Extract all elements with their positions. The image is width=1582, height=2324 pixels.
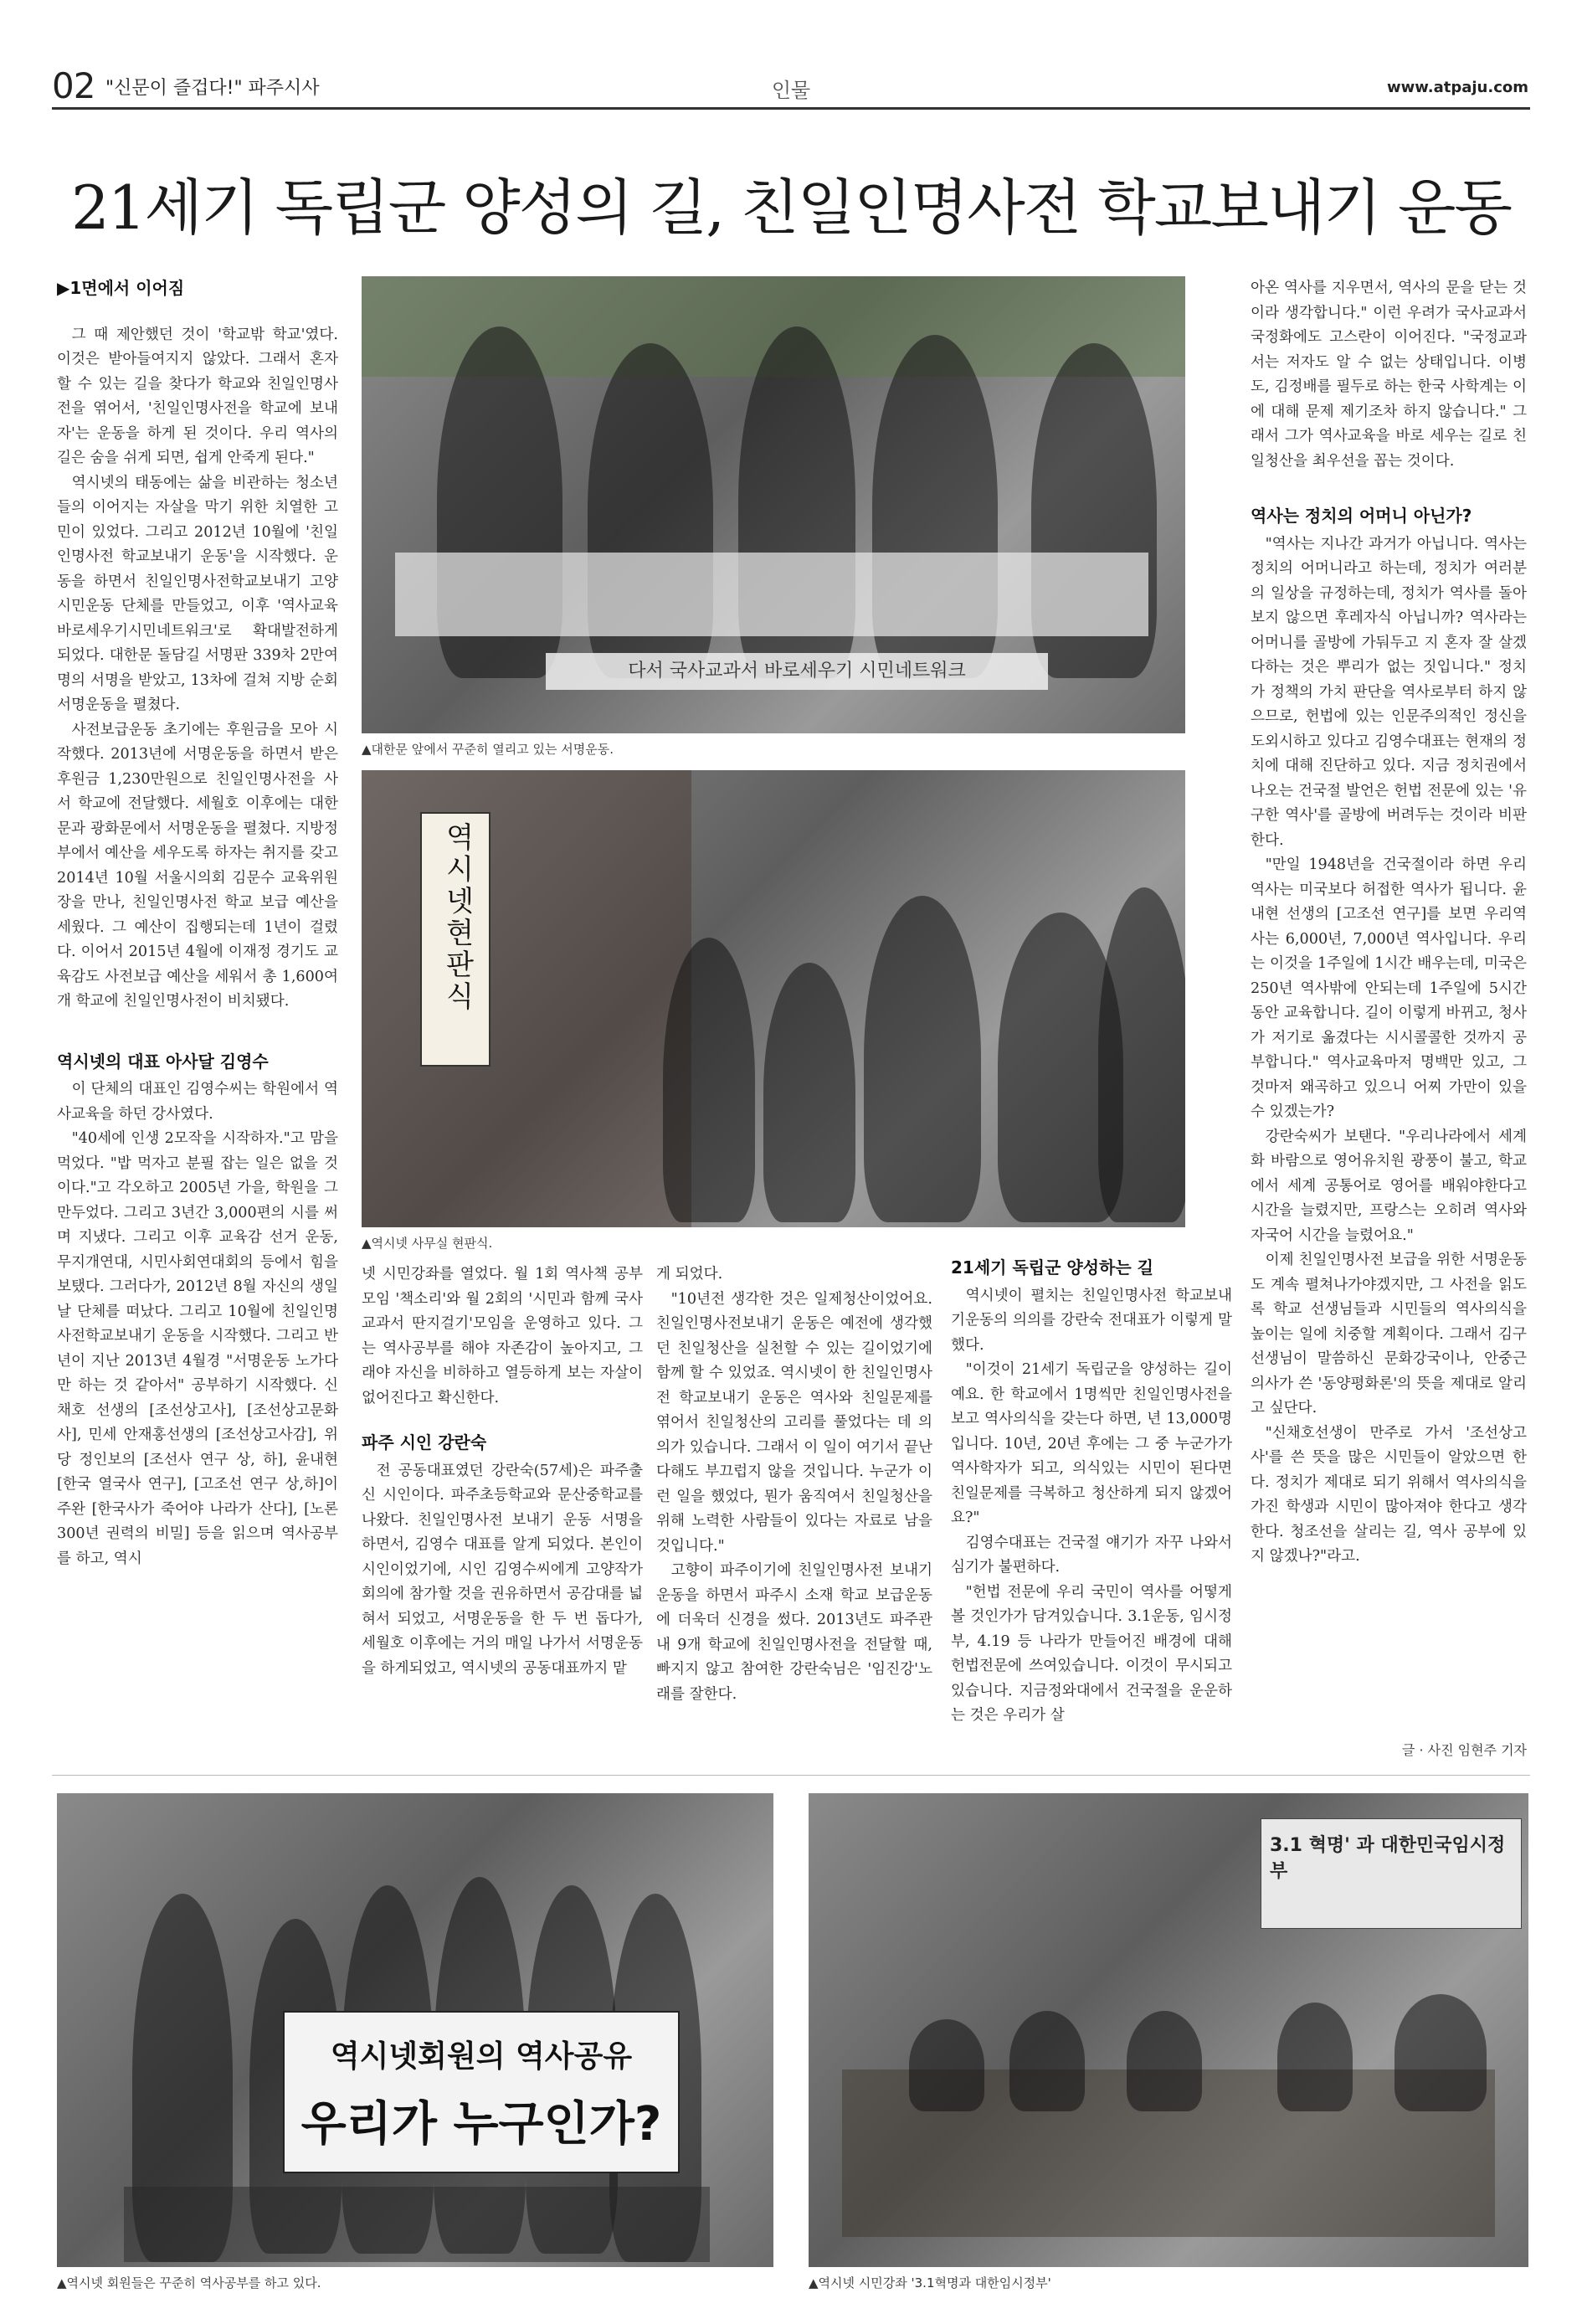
paragraph: 역시넷이 펼치는 친일인명사전 학교보내기운동의 의의를 강란숙 전대표가 이렇게 말했다. bbox=[951, 1287, 1232, 1354]
site-url[interactable]: www.atpaju.com bbox=[1387, 79, 1528, 96]
subheading: 파주 시인 강란숙 bbox=[362, 1432, 487, 1452]
photo-signature-campaign bbox=[362, 276, 1185, 733]
article-column-1 bbox=[57, 276, 338, 1571]
paragraph: 전 공동대표였던 강란숙(57세)은 파주출신 시인이다. 파주초등학교와 문산중학교를 나왔다. 친일인명사전 보내기 운동 서명을 하면서, 김영수 대표를 알게 되었다. 본인이 시인이었기에, 시인 김영수씨에게 고양작가회의에 참가할 것을 권유하면서 공감대를 넓혀서 되었고, 서명운동을 한 두 번 돕다가, 세월호 이후에는 거의 매일 나가서 서명운동을 하게되었고, 역시넷의 공동대표까지 맡 bbox=[362, 1462, 643, 1677]
continued-marker: ▶1면에서 이어짐 bbox=[57, 278, 185, 298]
members-banner: 역시넷회원의 역사공유 우리가 누구인가? bbox=[283, 2011, 680, 2173]
page-number: 02 bbox=[52, 65, 95, 106]
paragraph: "역사는 지나간 과거가 아닙니다. 역사는 정치의 어머니라고 하는데, 정치가 여러분의 일상을 규정하는데, 정치가 역사를 돌아보지 않으면 후레자식 아닙니까? 역사라는 어머니를 골방에 가둬두고 지 혼자 잘 살겠다하는 것은 뿌리가 없는 짓입니다." 정치가 정책의 가치 판단을 역사로부터 하지 않으므로, 헌법에 있는 인문주의적인 정신을 도외시하고 있다고 김영수대표는 현재의 정치에 대해 진단하고 있다. 지금 정치권에서 나오는 건국절 발언은 헌법 전문에 있는 '유구한 역사'를 골방에 버려두는 것이라 비판한다. bbox=[1251, 535, 1527, 849]
divider bbox=[52, 1775, 1530, 1776]
article-column-2 bbox=[362, 1262, 643, 1681]
paragraph: 그 때 제안했던 것이 '학교밖 학교'였다. 이것은 받아들여지지 않았다. 그래서 혼자 할 수 있는 길을 찾다가 학교와 친일인명사전을 엮어서, '친일인명사전을 학교에 보내자'는 운동을 하게 된 것이다. 우리 역사의 길은 숨을 쉬게 되면, 쉽게 안죽게 된다." bbox=[57, 326, 338, 466]
paragraph: "헌법 전문에 우리 국민이 역사를 어떻게 볼 것인가가 담겨있습니다. 3.1운동, 임시정부, 4.19 등 나라가 만들어진 배경에 대해 헌법전문에 쓰여있습니다. 이것이 무시되고 있습니다. 지금정와대에서 건국절을 운운하는 것은 우리가 살 bbox=[951, 1583, 1232, 1724]
photo-caption: ▲역시넷 사무실 현판식. bbox=[362, 1236, 493, 1251]
article-column-4 bbox=[951, 1256, 1232, 1729]
paragraph: 사전보급운동 초기에는 후원금을 모아 시작했다. 2013년에 서명운동을 하면서 받은 후원금 1,230만원으로 친일인명사전을 사서 학교에 전달했다. 세월호 이후에는 대한문과 광화문에서 서명운동을 펼쳤다. 지방정부에서 예산을 세우도록 하자는 취지를 갖고 2014년 10월 서울시의회 김문수 교육위원장을 만나, 친일인명사전 학교 보급 예산을 세웠다. 그 예산이 집행되는데 1년이 걸렸다. 이어서 2015년 4월에 이재정 경기도 교육감도 사전보급 예산을 세워서 총 1,600여개 학교에 친일인명사전이 비치됐다. bbox=[57, 721, 338, 1010]
paragraph: "이것이 21세기 독립군을 양성하는 길이예요. 한 학교에서 1명씩만 친일인명사전을 보고 역사의식을 갖는다 하면, 년 13,000명입니다. 10년, 20년 후에는 그 중 누군가가 역사학자가 되고, 의식있는 시민이 된다면 친일문제를 극복하고 청산하게 되지 않겠어요?" bbox=[951, 1361, 1232, 1526]
photo-office-opening bbox=[362, 770, 1185, 1227]
subheading: 역시넷의 대표 아사달 김영수 bbox=[57, 1051, 269, 1072]
photo-caption: ▲역시넷 회원들은 꾸준히 역사공부를 하고 있다. bbox=[57, 2275, 321, 2291]
paragraph: 이 단체의 대표인 김영수씨는 학원에서 역사교육을 하던 강사였다. bbox=[57, 1081, 338, 1123]
section-label: 인물 bbox=[771, 79, 811, 102]
photo-citizen-lecture bbox=[809, 1793, 1528, 2267]
paragraph: 넷 시민강좌를 열었다. 월 1회 역사책 공부모임 '책소리'와 월 2회의 '시민과 함께 국사교과서 딴지걸기'모임을 운영하고 있다. 그는 역사공부를 해야 자존감이 높아지고, 그래야 자신을 비하하고 열등하게 보는 자살이 없어진다고 확신한다. bbox=[362, 1266, 643, 1406]
lecture-screen: 3.1 혁명' 과 대한민국임시정부 bbox=[1261, 1818, 1522, 1929]
header-rule bbox=[52, 107, 1530, 110]
article-column-5 bbox=[1251, 276, 1527, 1570]
paragraph: 역시넷의 태동에는 삶을 비관하는 청소년들의 이어지는 자살을 막기 위한 치열한 고민이 있었다. 그리고 2012년 10월에 '친일인명사전 학교보내기 운동'을 시작했다. 운동을 하면서 친일인명사전학교보내기 고양시민운동 단체를 만들었고, 이후 '역사교육바로세우기시민네트워크'로 확대발전하게 되었다. 대한문 돌담길 서명판 339차 2만여명의 서명을 받았고, 13차에 걸쳐 지방 순회 서명운동을 펼쳤다. bbox=[57, 474, 338, 713]
paragraph: "10년전 생각한 것은 일제청산이었어요. 친일인명사전보내기 운동은 예전에 생각했던 친일청산을 실천할 수 있는 길이었기에 함께 할 수 있었죠. 역시넷이 한 친일인명사전 학교보내기 운동은 역사와 친일문제를 엮어서 친일청산의 고리를 풀었다는 데 의의가 있습니다. 그래서 이 일이 여기서 끝난다해도 부끄럽지 않을 것입니다. 누군가 이런 일을 했었다, 뭔가 움직여서 친일청산을 위해 노력한 사람들이 있다는 자료로 남을 것입니다." bbox=[656, 1290, 932, 1555]
article-column-3 bbox=[656, 1262, 932, 1707]
paragraph: "40세에 인생 2모작을 시작하자."고 맘을 먹었다. "밥 먹자고 분필 잡는 일은 없을 것이다."고 각오하고 2005년 가을, 학원을 그만두었다. 그리고 3년간 3,000편의 시를 써며 지냈다. 그리고 이후 교육감 선거 운동, 무지개연대, 시민사회연대회의 등에서 힘을 보탰다. 그러다가, 2012년 8월 자신의 생일날 단체를 떠났다. 그리고 10월에 친일인명사전학교보내기 운동을 시작했다. 그리고 반년이 지난 2013년 4월경 "서명운동 노가다만 하는 것 같아서" 공부하기 시작했다. 신채호 선생의 [조선상고사], [조선상고문화사], 민세 안재홍선생의 [조선상고사감], 위당 정인보의 [조선사 연구 상, 하], 윤내현 [한국 열국사 연구], [고조선 연구 상,하]이주완 [한국사가 죽어야 나라가 산다], [노론 300년 권력의 비밀] 등을 읽으며 역사공부를 하고, 역시 bbox=[57, 1130, 338, 1567]
paragraph: 김영수대표는 건국절 얘기가 자꾸 나와서 심기가 불편하다. bbox=[951, 1534, 1232, 1576]
subheading: 역사는 정치의 어머니 아닌가? bbox=[1251, 506, 1472, 526]
paragraph: 아온 역사를 지우면서, 역사의 문을 닫는 것이라 생각합니다." 이런 우려가 국사교과서 국정화에도 고스란이 이어진다. "국정교과서는 저자도 알 수 없는 상태입니다. 이병도, 김정배를 필두로 하는 한국 사학계는 이에 대해 문제 제기조차 하지 않습니다." 그래서 그가 역사교육을 바로 세우는 길로 친일청산을 최우선을 꼽는 것이다. bbox=[1251, 280, 1527, 470]
photo-caption: ▲역시넷 시민강좌 '3.1혁명과 대한임시정부' bbox=[809, 2275, 1051, 2291]
paragraph: 강란숙씨가 보탠다. "우리나라에서 세계화 바람으로 영어유치원 광풍이 불고, 학교에서 세계 공통어로 영어를 배워야한다고 시간을 늘렸지만, 프랑스는 오히려 역사와 자국어 시간을 늘렸어요." bbox=[1251, 1128, 1527, 1244]
paragraph: "만일 1948년을 건국절이라 하면 우리역사는 미국보다 허접한 역사가 됩니다. 윤내현 선생의 [고조선 연구]를 보면 우리역사는 6,000년, 7,000년 역사입니다. 우리는 이것을 1주일에 1시간 배우는데, 미국은 250년 역사밖에 안되는데 1주일에 5시간동안 교육합니다. 길이 이렇게 바뀌고, 청사가 저기로 옮겼다는 시시콜콜한 것까지 공부합니다." 역사교육마저 명백만 있고, 그것마저 왜곡하고 있으니 어찌 가만이 있을 수 있겠는가? bbox=[1251, 856, 1527, 1120]
photo-caption: ▲대한문 앞에서 꾸준히 열리고 있는 서명운동. bbox=[362, 742, 614, 757]
campaign-sign: 다서 국사교과서 바로세우기 시민네트워크 bbox=[546, 653, 1048, 690]
photo-members-banner bbox=[57, 1793, 773, 2267]
byline: 글 · 사진 임현주 기자 bbox=[1401, 1742, 1527, 1758]
opening-sign: 역시넷현판식 bbox=[420, 812, 491, 1067]
paragraph: 이제 친일인명사전 보급을 위한 서명운동도 계속 펼쳐나가야겠지만, 그 사전을 읽도록 학교 선생님들과 시민들의 역사의식을 높이는 일에 치중할 계획이다. 그래서 김구선생님이 말씀하신 문화강국이나, 안중근 의사가 쓴 '동양평화론'의 뜻을 제대로 알리고 싶단다. bbox=[1251, 1252, 1527, 1417]
paragraph: 게 되었다. bbox=[656, 1266, 723, 1283]
headline: 21세기 독립군 양성의 길, 친일인명사전 학교보내기 운동 bbox=[71, 172, 1511, 243]
newspaper-brand: "신문이 즐겁다!" 파주시사 bbox=[105, 78, 320, 99]
subheading: 21세기 독립군 양성하는 길 bbox=[951, 1257, 1153, 1278]
paragraph: 고향이 파주이기에 친일인명사전 보내기 운동을 하면서 파주시 소재 학교 보급운동에 더욱더 신경을 썼다. 2013년도 파주관내 9개 학교에 친일인명사전을 전달할 때, 빠지지 않고 참여한 강란숙님은 '임진강'노래를 잘한다. bbox=[656, 1562, 932, 1703]
paragraph: "신채호선생이 만주로 가서 '조선상고사'를 쓴 뜻을 많은 시민들이 알았으면 한다. 정치가 제대로 되기 위해서 역사의식을 가진 학생과 시민이 많아져야 한다고 생각한다. 청조선을 살리는 길, 역사 공부에 있지 않겠나?"라고. bbox=[1251, 1424, 1527, 1565]
